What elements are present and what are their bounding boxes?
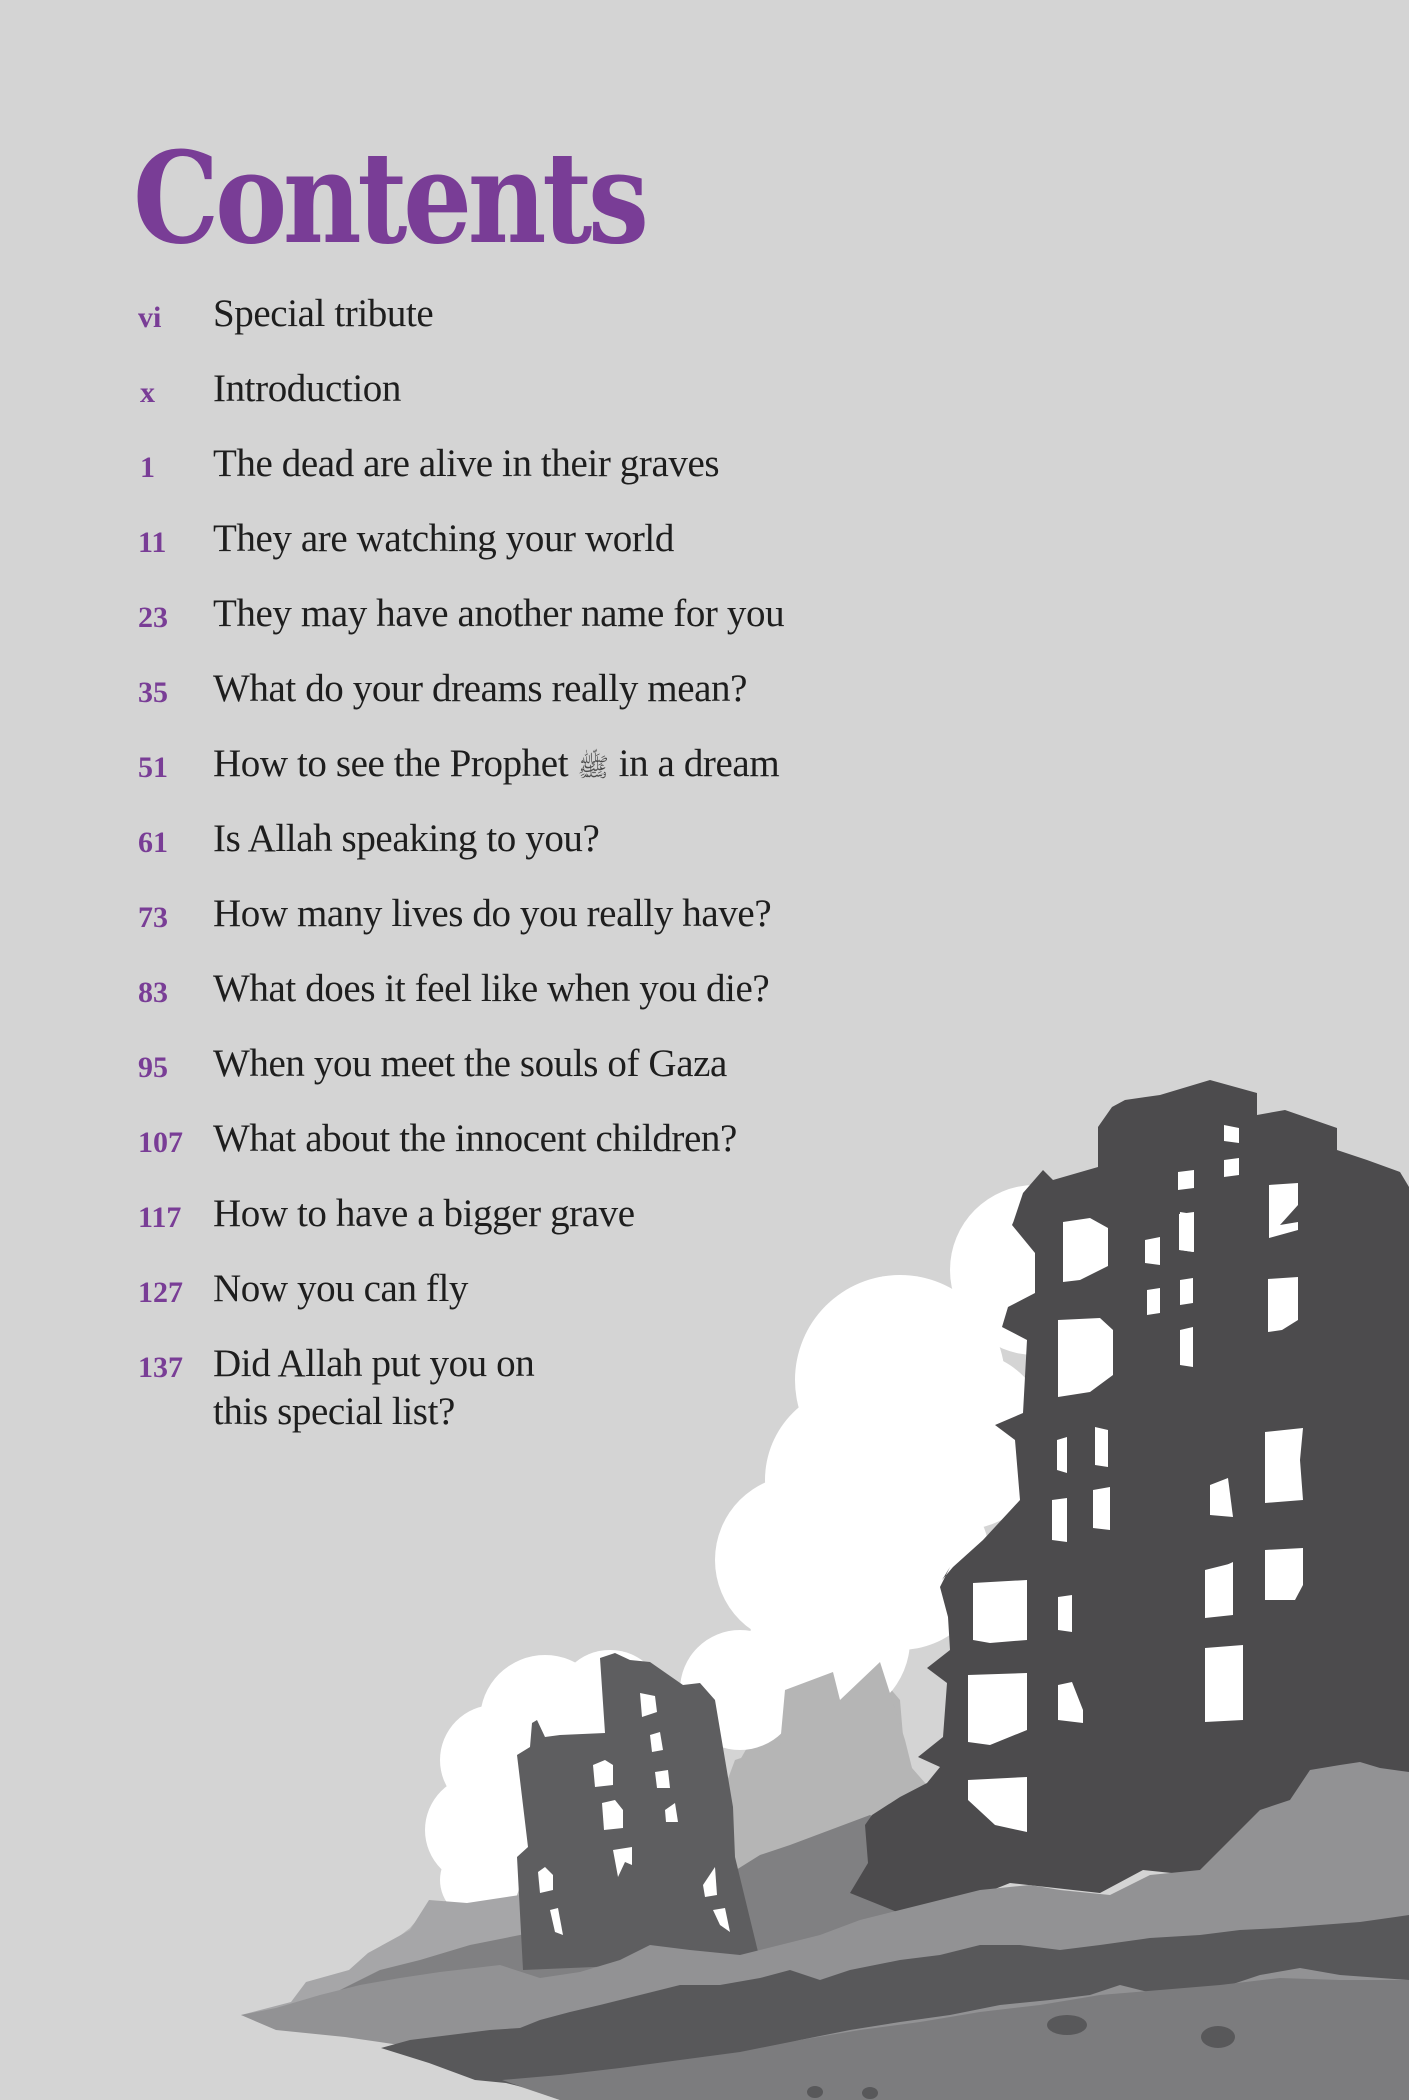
- toc-title: Special tribute: [213, 292, 434, 335]
- toc-title: Is Allah speaking to you?: [213, 817, 600, 860]
- ground-shape: [502, 1978, 1409, 2100]
- small-building-windows: [538, 1693, 730, 1935]
- toc-page-number: 107: [138, 1126, 183, 1159]
- toc-title: What do your dreams really mean?: [213, 667, 748, 710]
- toc-entry[interactable]: [0, 740, 900, 815]
- toc-page-number: vi: [138, 301, 162, 334]
- toc-title: They may have another name for you: [213, 592, 785, 635]
- toc-entry[interactable]: [0, 440, 900, 515]
- toc-entry[interactable]: [0, 890, 900, 965]
- toc-entry[interactable]: [0, 290, 900, 365]
- small-building-shape: [517, 1653, 760, 1970]
- toc-title: The dead are alive in their graves: [213, 442, 720, 485]
- toc-title: Did Allah put you on this special list?: [213, 1342, 535, 1433]
- toc-page-number: 61: [138, 826, 168, 859]
- toc-title: They are watching your world: [213, 517, 674, 560]
- toc-title: When you meet the souls of Gaza: [213, 1042, 727, 1085]
- big-building-shape: [850, 1080, 1409, 1920]
- toc-page-number: 137: [138, 1351, 183, 1384]
- table-of-contents: [0, 0, 900, 1500]
- rubble-light-shape: [241, 1860, 900, 2060]
- toc-entry[interactable]: [0, 1115, 900, 1190]
- toc-page-number: 51: [138, 751, 168, 784]
- toc-title: How to have a bigger grave: [213, 1192, 635, 1235]
- toc-title: What about the innocent children?: [213, 1117, 737, 1160]
- toc-page-number: 1: [140, 451, 155, 484]
- toc-entry[interactable]: [0, 1340, 900, 1450]
- toc-entry[interactable]: [0, 965, 900, 1040]
- toc-page-number: 73: [138, 901, 168, 934]
- toc-entry[interactable]: [0, 1040, 900, 1115]
- toc-page-number: x: [140, 376, 155, 409]
- toc-page-number: 117: [138, 1201, 182, 1234]
- toc-page-number: 83: [138, 976, 168, 1009]
- toc-page-number: 23: [138, 601, 168, 634]
- toc-entry[interactable]: [0, 1265, 900, 1340]
- toc-entry[interactable]: [0, 815, 900, 890]
- rubble-stones: [807, 2015, 1235, 2099]
- toc-entry[interactable]: [0, 365, 900, 440]
- toc-page-number: 11: [138, 526, 167, 559]
- toc-page-number: 35: [138, 676, 168, 709]
- toc-title: What does it feel like when you die?: [213, 967, 770, 1010]
- toc-entry[interactable]: [0, 515, 900, 590]
- toc-title: Introduction: [213, 367, 401, 410]
- page-title: Contents: [133, 124, 645, 272]
- toc-title: How to see the Prophet ﷺ in a dream: [213, 742, 780, 785]
- toc-entry[interactable]: [0, 665, 900, 740]
- pbuh-honorific-icon: ﷺ: [577, 753, 609, 782]
- far-skyline-shape: [300, 1665, 960, 2020]
- big-building-windows: [968, 1125, 1303, 1832]
- toc-entry[interactable]: [0, 1190, 900, 1265]
- toc-entry[interactable]: [0, 590, 900, 665]
- toc-page-number: 127: [138, 1276, 183, 1309]
- toc-title: How many lives do you really have?: [213, 892, 772, 935]
- rubble-dark-shape: [381, 1915, 1409, 2097]
- toc-page-number: 95: [138, 1051, 168, 1084]
- toc-title: Now you can fly: [213, 1267, 469, 1310]
- rubble-mid-shape: [241, 1762, 1409, 2100]
